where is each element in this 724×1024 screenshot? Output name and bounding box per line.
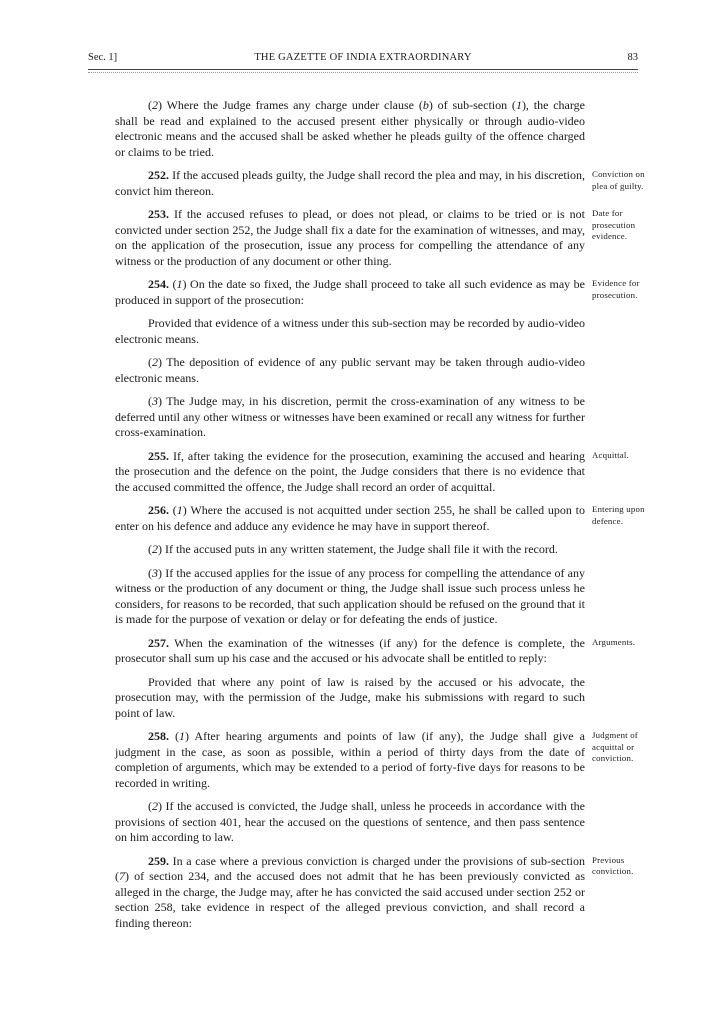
section-marker: Sec. 1] [88,52,118,63]
marginal-note: Entering upon defence. [592,504,645,526]
section-255: 255. If, after taking the evidence for the prosecution, examining the accused and hearing the prosecution and the defence on the point, the Judge considers that there is no evidence that the accused committed the offence, the Judge shall record an order of acquittal. Acquittal. [115,449,585,496]
section-number: 253. [148,207,169,221]
page-header [88,52,638,68]
subsection-256-3: (3) If the accused applies for the issue of any process for compelling the attendance of any witness or the production of any document or thing, the Judge shall issue such process unless he considers, for reasons to be recorded, that such application should be refused on the ground that it is made for the purpose of vexation or delay or for defeating the ends of justice. [115,565,585,626]
marginal-note: Previous conviction. [592,854,634,876]
marginal-note: Conviction on plea of guilty. [592,169,645,191]
proviso-254: Provided that evidence of a witness under this sub-section may be recorded by audio-video electronic means. [115,316,585,346]
section-number: 256. [148,503,169,517]
header-rule [88,69,638,70]
proviso-257: Provided that where any point of law is raised by the accused or his advocate, the prosecution may, with the permission of the Judge, make his submissions with regard to such point of law. [115,674,585,720]
section-258: 258. (1) After hearing arguments and points of law (if any), the Judge shall give a judgment in the case, as soon as possible, within a period of thirty days from the date of completion of arguments, which may be extended to a period of forty-five days for reasons to be recorded in writing. Judgment of acquittal or conviction. [115,729,585,791]
section-number: 257. [148,635,169,650]
section-number: 259. [148,853,169,868]
section-259: 259. In a case where a previous conviction is charged under the provisions of sub-section (7) of section 234, and the accused does not admit that he has been previously convicted as alleged in the charge, the Judge may, after he has convicted the said accused under section 252 or section 258, take evidence in respect of the alleged previous conviction, and shall record a finding thereon: Previous conviction. [115,854,585,932]
document-body [115,98,645,939]
marginal-note: Acquittal. [592,449,629,460]
gazette-title: THE GAZETTE OF INDIA EXTRAORDINARY [254,52,472,63]
subsection-258-2: (2) If the accused is convicted, the Judge shall, unless he proceeds in accordance with the provisions of section 401, hear the accused on the questions of sentence, and then pass sentence on him according to law. [115,799,585,844]
subsection-256-2: (2) If the accused puts in any written statement, the Judge shall file it with the record. [148,542,558,556]
subsection-254-3: (3) The Judge may, in his discretion, permit the cross-examination of any witness to be deferred until any other witness or witnesses have been examined or recall any witness for further cross-examination. [115,394,585,439]
marginal-note: Judgment of acquittal or conviction. [592,730,638,763]
page-number: 83 [627,52,638,63]
paragraph-251-2: (2) Where the Judge frames any charge under clause (b) of sub-section (1), the charge shall be read and explained to the accused present either physically or through audio-video electronic means and the accused shall be asked whether he pleads guilty of the offence charged or claims to be tried. [115,98,585,159]
marginal-note: Evidence for prosecution. [592,278,640,300]
section-number: 255. [148,448,169,463]
section-257: 257. When the examination of the witnesses (if any) for the defence is complete, the prosecutor shall sum up his case and the accused or his advocate shall be entitled to reply: Arguments. [115,636,585,667]
section-number: 254. [148,277,169,291]
section-number: 258. [148,729,169,743]
section-252: 252. If the accused pleads guilty, the Judge shall record the plea and may, in his discretion, convict him thereon. Conviction on plea of guilty. [115,168,585,199]
marginal-note: Arguments. [592,636,636,647]
section-number: 252. [148,168,169,182]
subsection-254-2: (2) The deposition of evidence of any public servant may be taken through audio-video electronic means. [115,355,585,385]
header-rule-dotted [88,72,638,73]
section-254: 254. (1) On the date so fixed, the Judge shall proceed to take all such evidence as may be produced in support of the prosecution: Evidence for prosecution. [115,277,585,308]
marginal-note: Date for prosecution evidence. [592,208,636,241]
section-256: 256. (1) Where the accused is not acquitted under section 255, he shall be called upon to enter on his defence and adduce any evidence he may have in support thereof. Entering upon defence. [115,503,585,534]
section-253: 253. If the accused refuses to plead, or does not plead, or claims to be tried or is not convicted under section 252, the Judge shall fix a date for the examination of witnesses, and may, on the application of the prosecution, issue any process for compelling the attendance of any witness or the production of any document or other thing. Date for prosecution evidence. [115,207,585,269]
